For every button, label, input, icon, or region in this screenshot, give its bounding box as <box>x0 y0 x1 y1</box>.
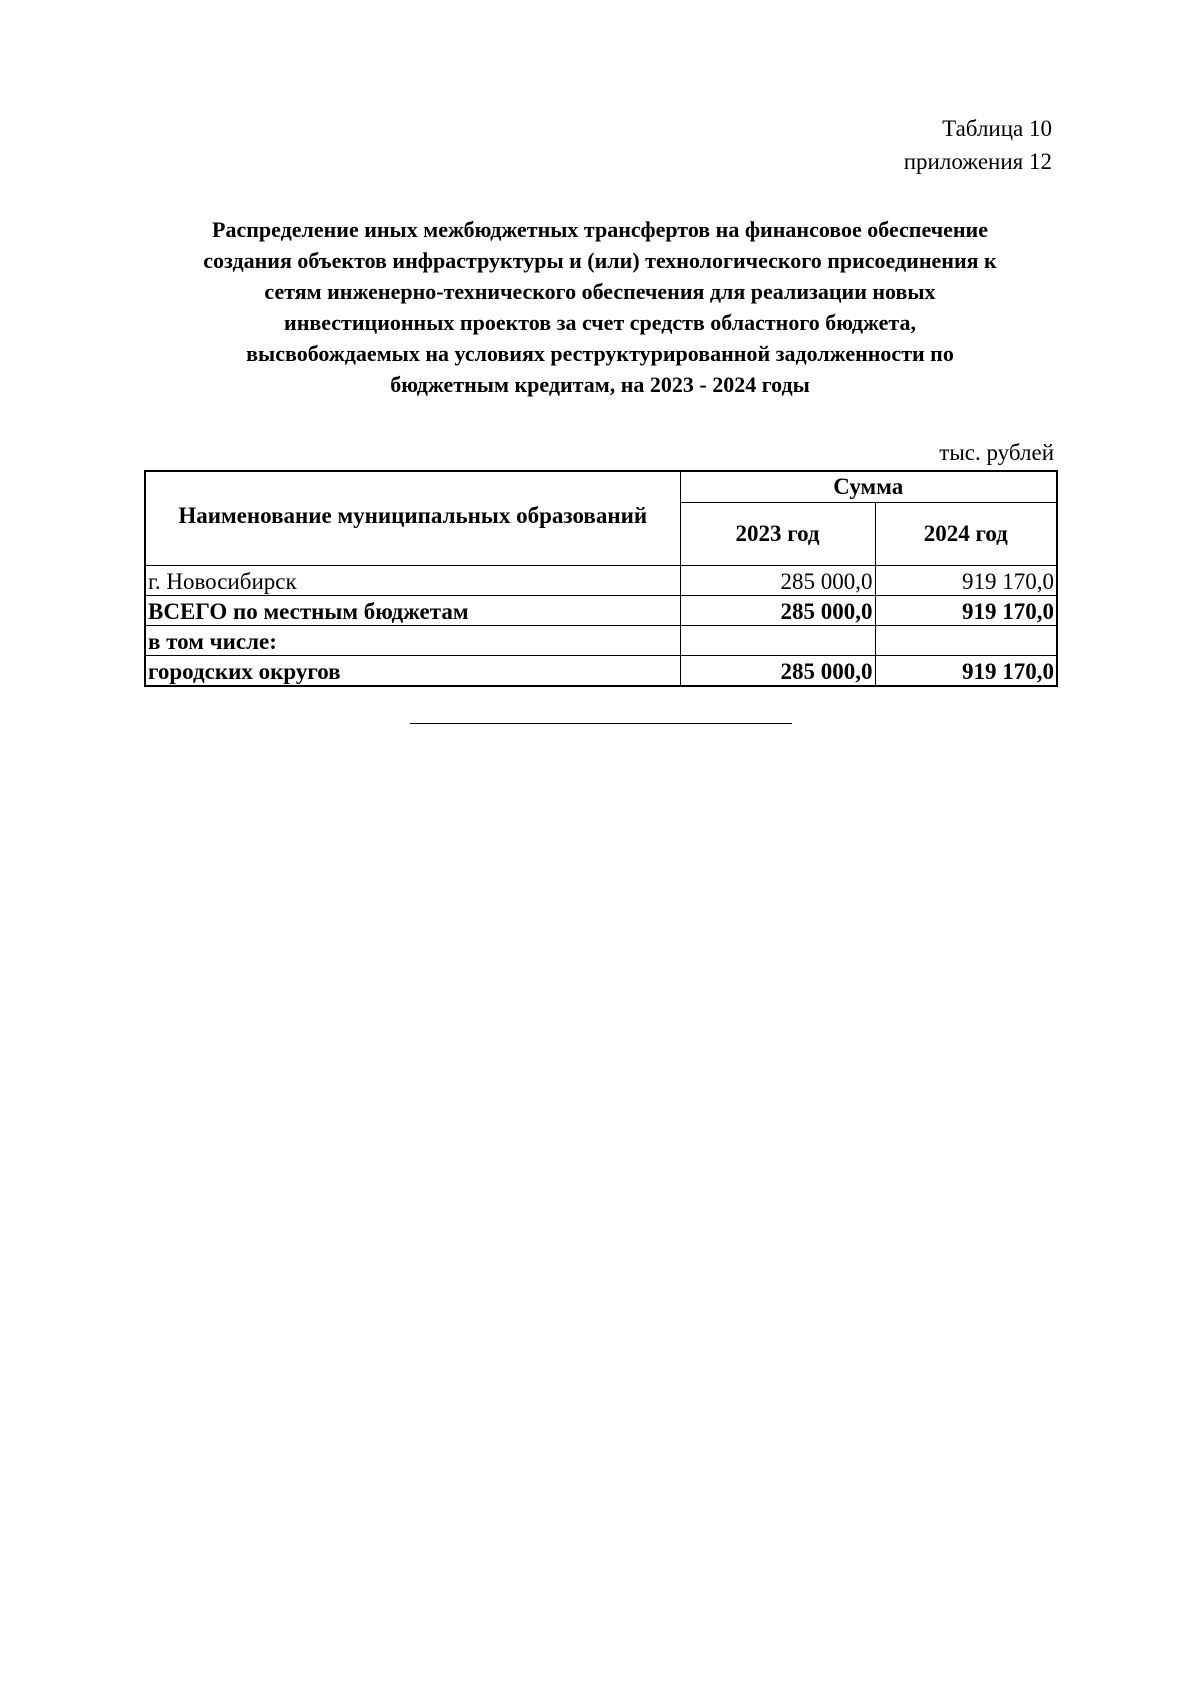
municipality-name: в том числе: <box>145 626 680 656</box>
header-municipality: Наименование муниципальных образований <box>145 471 680 566</box>
units-label: тыс. рублей <box>939 440 1054 465</box>
title-line: Распределение иных межбюджетных трансфертов на финансовое обеспечение <box>212 217 988 242</box>
header-sum: Сумма <box>680 471 1057 503</box>
transfers-table <box>144 470 1058 687</box>
header-year-2024: 2024 год <box>875 503 1057 566</box>
title-line: инвестиционных проектов за счет средств областного бюджета, <box>284 310 916 335</box>
amount-2023: 285 000,0 <box>680 566 875 596</box>
appendix-number: приложения 12 <box>903 149 1052 174</box>
header-year-2023: 2023 год <box>680 503 875 566</box>
table-row <box>145 656 1057 687</box>
amount-2024: 919 170,0 <box>875 596 1057 626</box>
page-reference <box>904 112 1052 178</box>
amount-2023: 285 000,0 <box>680 596 875 626</box>
document-title <box>130 214 1070 400</box>
amount-2023: 285 000,0 <box>680 656 875 687</box>
table-row <box>145 596 1057 626</box>
table-row <box>145 626 1057 656</box>
title-line: создания объектов инфраструктуры и (или) технологического присоединения к <box>203 248 997 273</box>
municipality-name: г. Новосибирск <box>145 566 680 596</box>
table-row <box>145 566 1057 596</box>
table-number: Таблица 10 <box>942 116 1052 141</box>
amount-2024: 919 170,0 <box>875 566 1057 596</box>
title-line: сетям инженерно-технического обеспечения для реализации новых <box>264 279 936 304</box>
municipality-name: ВСЕГО по местным бюджетам <box>145 596 680 626</box>
amount-2024: 919 170,0 <box>875 656 1057 687</box>
title-line: бюджетным кредитам, на 2023 - 2024 годы <box>390 372 810 397</box>
amount-2023 <box>680 626 875 656</box>
amount-2024 <box>875 626 1057 656</box>
end-divider <box>410 723 792 724</box>
title-line: высвобождаемых на условиях реструктурированной задолженности по <box>246 341 954 366</box>
municipality-name: городских округов <box>145 656 680 687</box>
